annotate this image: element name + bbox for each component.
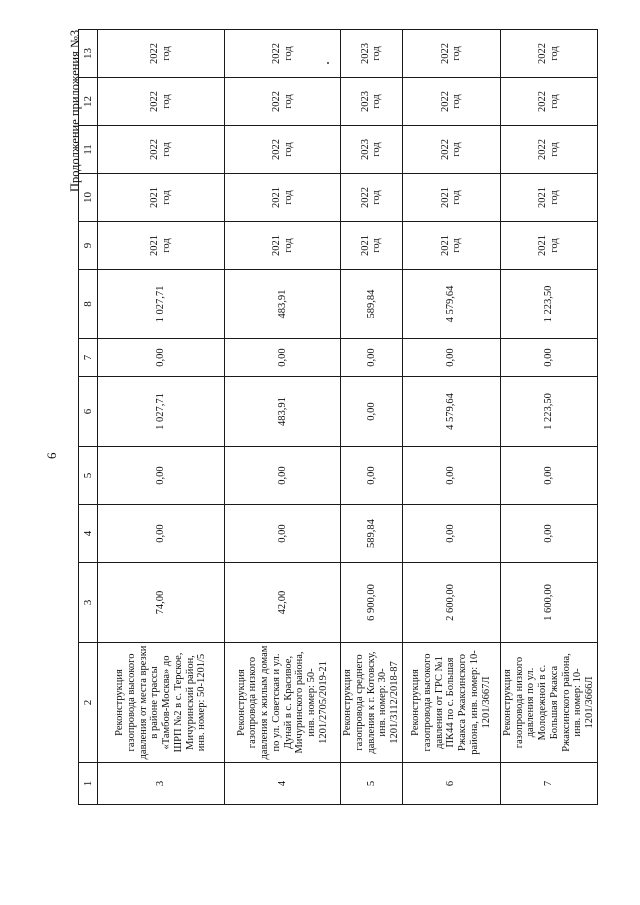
table-row <box>500 30 597 805</box>
year-value: 2021 <box>537 235 548 256</box>
year-unit: год <box>451 46 463 61</box>
year-value: 2021 <box>270 187 282 208</box>
cell-value: 1 027,71 <box>98 270 225 339</box>
header-cell: 5 <box>79 447 98 505</box>
year-unit: год <box>371 238 383 253</box>
year-cell <box>402 126 500 174</box>
year-cell <box>98 78 225 126</box>
cell-value: 0,00 <box>500 339 597 377</box>
cell-value: 0,00 <box>341 377 403 447</box>
year-unit: год <box>282 46 294 61</box>
header-row <box>79 30 98 805</box>
year-cell <box>341 126 403 174</box>
year-cell <box>341 30 403 78</box>
year-cell <box>225 126 341 174</box>
cell-value: 0,00 <box>225 505 341 563</box>
row-number: 4 <box>225 763 341 805</box>
year-unit: год <box>548 238 560 253</box>
cell-value: 1 027,71 <box>98 377 225 447</box>
year-cell <box>225 30 341 78</box>
object-name: Реконструкция газопровода низкого давления к жилым домам по ул. Советская и ул. Дунай в с. Красивое, Мичуринского района, инв. номер: 50-1201/2705/2019-21 <box>225 643 341 763</box>
header-cell: 13 <box>79 30 98 78</box>
object-name: Реконструкция газопровода высокого давления от ГРС №1 ПК44 по с. Большая Ржакса Ржаксинского района, инв. номер: 10-1201/3667Л <box>402 643 500 763</box>
year-unit: год <box>161 190 172 205</box>
year-unit: год <box>451 94 463 109</box>
cell-value: 0,00 <box>402 339 500 377</box>
header-cell: 9 <box>79 222 98 270</box>
object-name: Реконструкция газопровода высокого давления от места врезки в районе трассы «Тамбов-Москва» до ШРП №2 в с. Терское, Мичуринский район, инв. номер: 50-1201/5 <box>98 643 225 763</box>
row-number: 5 <box>341 763 403 805</box>
year-value: 2022 <box>537 139 548 160</box>
year-unit: год <box>282 238 294 253</box>
year-value: 2023 <box>359 43 371 64</box>
cell-value: 0,00 <box>225 339 341 377</box>
cell-value: 0,00 <box>402 505 500 563</box>
cell-value: 483,91 <box>225 270 341 339</box>
header-cell: 10 <box>79 174 98 222</box>
year-unit: год <box>161 94 172 109</box>
cell-value: 4 579,64 <box>402 377 500 447</box>
year-value: 2021 <box>149 235 161 256</box>
year-unit: год <box>282 94 294 109</box>
cell-value: 0,00 <box>402 447 500 505</box>
header-cell: 3 <box>79 563 98 643</box>
header-cell: 1 <box>79 763 98 805</box>
header-cell: 8 <box>79 270 98 339</box>
page-number: 6 <box>44 452 59 459</box>
year-cell <box>98 222 225 270</box>
year-value: 2021 <box>270 235 282 256</box>
table-row <box>225 30 341 805</box>
cell-value: 0,00 <box>341 447 403 505</box>
header-cell: 4 <box>79 505 98 563</box>
year-cell <box>341 78 403 126</box>
year-value: 2022 <box>439 43 451 64</box>
cell-value: 483,91 <box>225 377 341 447</box>
year-value: 2021 <box>439 235 451 256</box>
cell-value: 1 223,50 <box>500 270 597 339</box>
cell-value: 1 223,50 <box>500 377 597 447</box>
appendix-caption: Продолжение приложения №3 <box>68 29 82 192</box>
header-cell: 12 <box>79 78 98 126</box>
year-cell <box>98 126 225 174</box>
year-unit: год <box>548 190 560 205</box>
year-value: 2022 <box>270 139 282 160</box>
row-number: 7 <box>500 763 597 805</box>
cell-value: 0,00 <box>98 447 225 505</box>
year-value: 2022 <box>439 91 451 112</box>
cell-value: 0,00 <box>500 505 597 563</box>
year-cell <box>98 30 225 78</box>
row-number: 3 <box>98 763 225 805</box>
year-value: 2022 <box>537 91 548 112</box>
year-cell <box>500 78 597 126</box>
year-cell <box>500 222 597 270</box>
year-value: 2021 <box>537 187 548 208</box>
cell-value: 6 900,00 <box>341 563 403 643</box>
cell-value: 589,84 <box>341 505 403 563</box>
header-cell: 6 <box>79 377 98 447</box>
cell-value: 2 600,00 <box>402 563 500 643</box>
row-number: 6 <box>402 763 500 805</box>
year-unit: год <box>371 142 383 157</box>
year-value: 2022 <box>537 43 548 64</box>
header-cell: 2 <box>79 643 98 763</box>
year-unit: год <box>548 94 560 109</box>
year-value: 2022 <box>149 139 161 160</box>
year-cell <box>225 78 341 126</box>
year-value: 2022 <box>439 139 451 160</box>
year-unit: год <box>282 142 294 157</box>
table-row <box>98 30 225 805</box>
year-value: 2023 <box>359 91 371 112</box>
header-cell: 11 <box>79 126 98 174</box>
year-value: 2022 <box>149 43 161 64</box>
year-cell <box>500 30 597 78</box>
cell-value: 0,00 <box>500 447 597 505</box>
year-unit: год <box>371 94 383 109</box>
year-cell <box>225 174 341 222</box>
header-cell: 7 <box>79 339 98 377</box>
year-unit: год <box>371 46 383 61</box>
year-unit: год <box>548 46 560 61</box>
investment-table <box>78 29 598 805</box>
cell-value: 0,00 <box>341 339 403 377</box>
year-value: 2022 <box>270 91 282 112</box>
year-unit: год <box>161 142 172 157</box>
year-unit: год <box>371 190 383 205</box>
year-value: 2023 <box>359 139 371 160</box>
cell-value: 589,84 <box>341 270 403 339</box>
year-cell <box>98 174 225 222</box>
year-value: 2022 <box>359 187 371 208</box>
year-unit: год <box>451 142 463 157</box>
table-row <box>341 30 403 805</box>
year-unit: год <box>548 142 560 157</box>
year-cell <box>341 174 403 222</box>
year-cell <box>402 174 500 222</box>
year-cell <box>500 126 597 174</box>
object-name: Реконструкция газопровода низкого давления по ул. Молодежной в с. Большая Ржакса Ржаксинского района, инв. номер: 10-1201/3666Л <box>500 643 597 763</box>
year-value: 2021 <box>439 187 451 208</box>
year-value: 2022 <box>149 91 161 112</box>
year-cell <box>341 222 403 270</box>
cell-value: 74,00 <box>98 563 225 643</box>
cell-value: 0,00 <box>225 447 341 505</box>
year-cell <box>500 174 597 222</box>
cell-value: 0,00 <box>98 505 225 563</box>
year-unit: год <box>161 46 172 61</box>
cell-value: 42,00 <box>225 563 341 643</box>
year-cell <box>402 30 500 78</box>
year-unit: год <box>451 190 463 205</box>
cell-value: 4 579,64 <box>402 270 500 339</box>
year-cell <box>402 222 500 270</box>
cell-value: 0,00 <box>98 339 225 377</box>
year-cell <box>402 78 500 126</box>
object-name: Реконструкция газопровода среднего давления к г. Котовску, инв. номер: 30-1201/3112/2018-87 <box>341 643 403 763</box>
table-row <box>402 30 500 805</box>
year-value: 2022 <box>270 43 282 64</box>
year-value: 2021 <box>149 187 161 208</box>
year-unit: год <box>161 238 172 253</box>
year-cell <box>225 222 341 270</box>
year-unit: год <box>451 238 463 253</box>
cell-value: 1 600,00 <box>500 563 597 643</box>
year-unit: год <box>282 190 294 205</box>
year-value: 2021 <box>359 235 371 256</box>
